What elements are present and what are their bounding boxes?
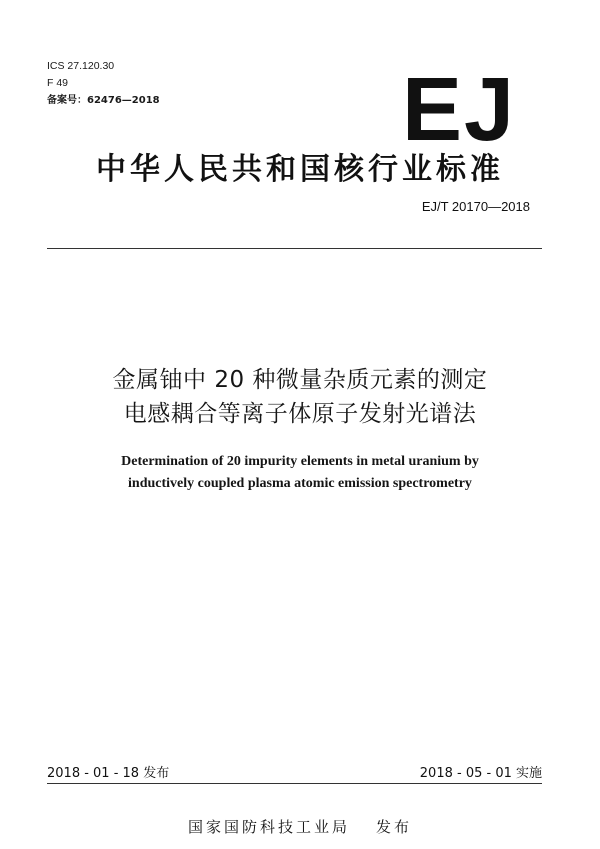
- document-title-cn-line2: 电感耦合等离子体原子发射光谱法: [123, 401, 477, 427]
- ics-code: ICS 27.120.30: [47, 60, 115, 72]
- ccs-code: F 49: [47, 77, 69, 89]
- standard-number: EJ/T 20170—2018: [421, 199, 530, 214]
- publish-date: 2018 - 01 - 18 发布: [47, 766, 170, 781]
- issuer-line: [0, 816, 600, 837]
- document-title-en-line2: inductively coupled plasma atomic emission spectrometry: [128, 476, 472, 491]
- document-title-cn-line1: 金属铀中 20 种微量杂质元素的测定: [112, 367, 488, 393]
- standard-title: 中华人民共和国核行业标准: [96, 152, 504, 187]
- ej-logo: EJ: [402, 60, 517, 160]
- effective-date: 2018 - 05 - 01 实施: [419, 766, 542, 781]
- top-divider: [47, 248, 542, 249]
- classification-block: [47, 58, 160, 109]
- document-title-en-line1: Determination of 20 impurity elements in metal uranium by: [121, 454, 479, 469]
- issuer-name: 国家国防科技工业局: [187, 818, 350, 836]
- bottom-divider: [47, 783, 542, 784]
- record-number: 备案号：62476—2018: [47, 95, 160, 106]
- issuer-action: 发布: [376, 818, 413, 836]
